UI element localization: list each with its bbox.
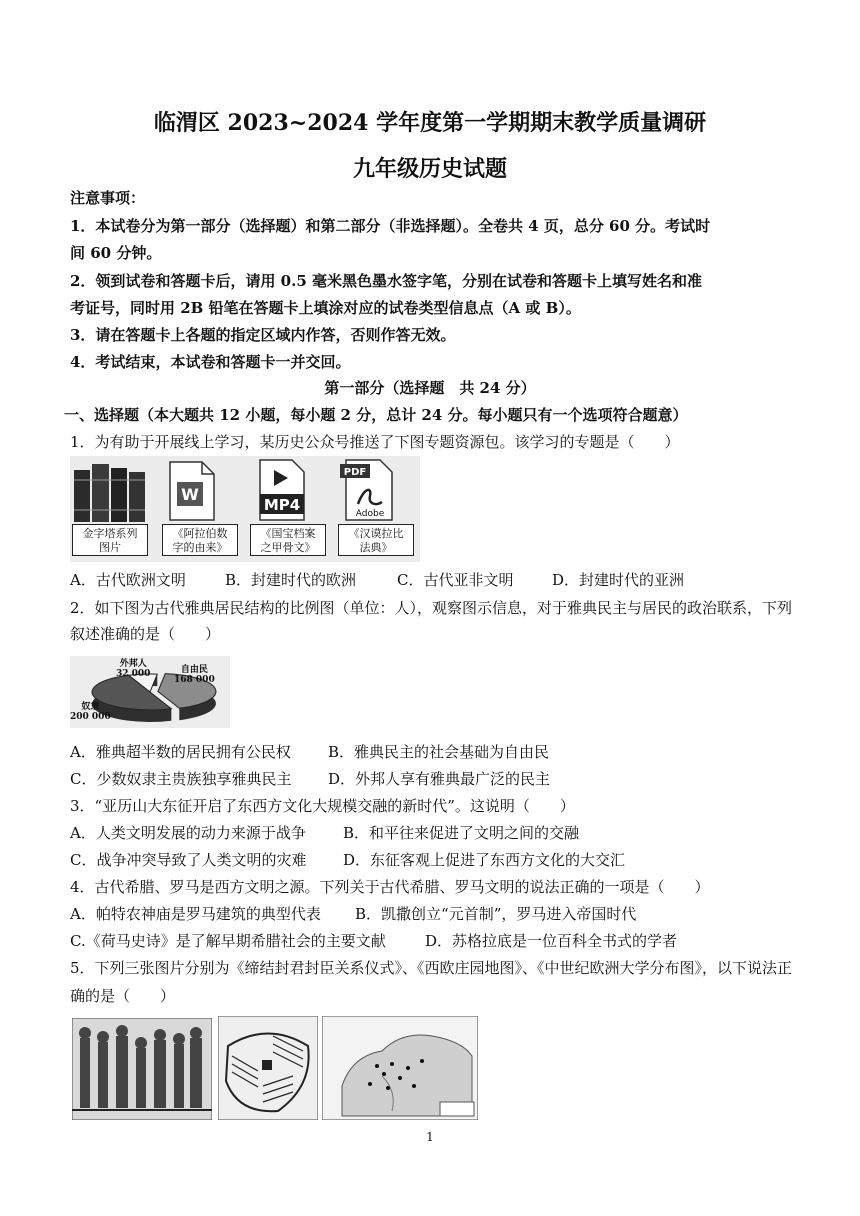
note-line-6: 4．考试结束，本试卷和答题卡一并交回。 — [70, 353, 351, 371]
q2-stem-line2: 叙述准确的是（ ） — [70, 625, 221, 643]
q2-stem-line1: 2．如下图为古代雅典居民结构的比例图（单位：人），观察图示信息，对于雅典民主与居民的政治联系，下列 — [70, 599, 793, 617]
pdf-label: PDF — [343, 467, 367, 478]
pie-label-freemen — [174, 665, 215, 685]
q1-options — [70, 570, 795, 590]
q1-resource-figure — [70, 456, 420, 562]
exam-title: 临渭区 2023~2024 学年度第一学期期末教学质量调研 — [153, 110, 707, 136]
q4-option-a[interactable]: A．帕特农神庙是罗马建筑的典型代表 — [70, 905, 321, 923]
pie-label-metics-name: 外邦人 — [119, 659, 147, 669]
note-line-1: 1．本试卷分为第一部分（选择题）和第二部分（非选择题）。全卷共 4 页，总分 60 分。考试时 — [70, 217, 711, 235]
resource-label-hammurabi — [338, 524, 414, 556]
pie-label-slaves — [70, 702, 111, 722]
q4-option-d[interactable]: D．苏格拉底是一位百科全书式的学者 — [425, 932, 678, 950]
word-document-icon — [164, 460, 220, 522]
q3-options-row1 — [70, 823, 795, 843]
resource-label-pyramids — [72, 524, 148, 556]
q4-options-row2 — [70, 931, 795, 951]
resource-label-oracle-line1: 《国宝档案 — [260, 527, 316, 540]
q2-option-c[interactable]: C．少数奴隶主贵族独享雅典民主 — [70, 770, 292, 788]
q5-stem-line1: 5．下列三张图片分别为《缔结封君封臣关系仪式》、《西欧庄园地图》、《中世纪欧洲大学分布图》，以下说法正 — [70, 959, 793, 977]
q3-options-row2 — [70, 850, 795, 870]
q2-population-pie-chart — [70, 656, 230, 728]
q5-figures — [72, 1014, 478, 1122]
q3-option-b[interactable]: B．和平往来促进了文明之间的交融 — [343, 824, 580, 842]
exam-subtitle: 九年级历史试题 — [352, 156, 507, 182]
q3-option-c[interactable]: C．战争冲突导致了人类文明的灾难 — [70, 851, 307, 869]
adobe-label: Adobe — [355, 509, 385, 519]
homage-ceremony-image — [72, 1018, 212, 1120]
q2-options-row1 — [70, 742, 795, 762]
resource-label-arabic-numerals — [162, 524, 238, 556]
pie-label-freemen-value: 168 000 — [174, 675, 215, 685]
video-file-icon — [254, 458, 310, 522]
pie-label-metics — [116, 659, 150, 679]
note-line-3: 2．领到试卷和答题卡后，请用 0.5 毫米黑色墨水签字笔，分别在试卷和答题卡上填写姓名和准 — [70, 272, 702, 290]
q4-option-c[interactable]: C.《荷马史诗》是了解早期希腊社会的主要文献 — [70, 932, 386, 950]
pie-label-slaves-name: 奴隶 — [81, 702, 100, 712]
q2-option-b[interactable]: B．雅典民主的社会基础为自由民 — [328, 743, 550, 761]
pie-label-metics-value: 32 000 — [116, 669, 151, 679]
q2-option-d[interactable]: D．外邦人享有雅典最广泛的民主 — [328, 770, 551, 788]
pie-label-slaves-value: 200 000 — [70, 712, 111, 722]
pie-label-freemen-name: 自由民 — [180, 665, 208, 675]
q4-stem: 4．古代希腊、罗马是西方文明之源。下列关于古代希腊、罗马文明的说法正确的一项是（ ） — [70, 878, 710, 896]
page-number: 1 — [426, 1130, 434, 1144]
notes-heading: 注意事项： — [70, 189, 146, 207]
books-icon — [70, 460, 150, 526]
q1-stem: 1．为有助于开展线上学习，某历史公众号推送了下图专题资源包。该学习的专题是（ ） — [70, 433, 680, 451]
q4-option-b[interactable]: B．凯撒创立“元首制”，罗马进入帝国时代 — [355, 905, 637, 923]
word-letter: W — [181, 485, 199, 504]
resource-label-hammurabi-line2: 法典》 — [359, 541, 393, 554]
medieval-universities-map-image — [322, 1016, 478, 1120]
q3-option-d[interactable]: D．东征客观上促进了东西方文化的大交汇 — [343, 851, 626, 869]
q2-option-a[interactable]: A．雅典超半数的居民拥有公民权 — [70, 743, 291, 761]
q3-option-a[interactable]: A．人类文明发展的动力来源于战争 — [70, 824, 306, 842]
resource-label-oracle-bones — [250, 524, 326, 556]
q4-options-row1 — [70, 904, 795, 924]
q5-stem-line2: 确的是（ ） — [70, 987, 176, 1005]
resource-label-pyramids-line1: 金字塔系列 — [82, 527, 138, 540]
q3-stem: 3．“亚历山大东征开启了东西方文化大规模交融的新时代”。这说明（ ） — [70, 797, 575, 815]
note-line-2: 间 60 分钟。 — [70, 244, 162, 262]
q1-option-b[interactable]: B．封建时代的欧洲 — [225, 571, 357, 589]
resource-label-pyramids-line2: 图片 — [99, 541, 121, 554]
note-line-4: 考证号，同时用 2B 铅笔在答题卡上填涂对应的试卷类型信息点（A 或 B）。 — [70, 299, 581, 317]
mp4-label: MP4 — [263, 496, 301, 514]
q1-option-c[interactable]: C．古代亚非文明 — [397, 571, 514, 589]
resource-label-oracle-line2: 之甲骨文》 — [260, 541, 316, 554]
section1-heading: 一、选择题（本大题共 12 小题，每小题 2 分，总计 24 分。每小题只有一个选项符合题意） — [64, 406, 688, 424]
manor-map-image — [218, 1016, 318, 1120]
resource-label-arabic-line1: 《阿拉伯数 — [172, 527, 228, 540]
pdf-file-icon — [336, 458, 402, 522]
q2-options-row2 — [70, 769, 795, 789]
resource-label-hammurabi-line1: 《汉谟拉比 — [348, 527, 404, 540]
resource-label-arabic-line2: 字的由来》 — [172, 541, 228, 554]
q1-option-a[interactable]: A．古代欧洲文明 — [70, 571, 186, 589]
part1-heading: 第一部分（选择题 共 24 分） — [324, 379, 536, 397]
note-line-5: 3．请在答题卡上各题的指定区域内作答，否则作答无效。 — [70, 326, 456, 344]
q1-option-d[interactable]: D．封建时代的亚洲 — [552, 571, 685, 589]
